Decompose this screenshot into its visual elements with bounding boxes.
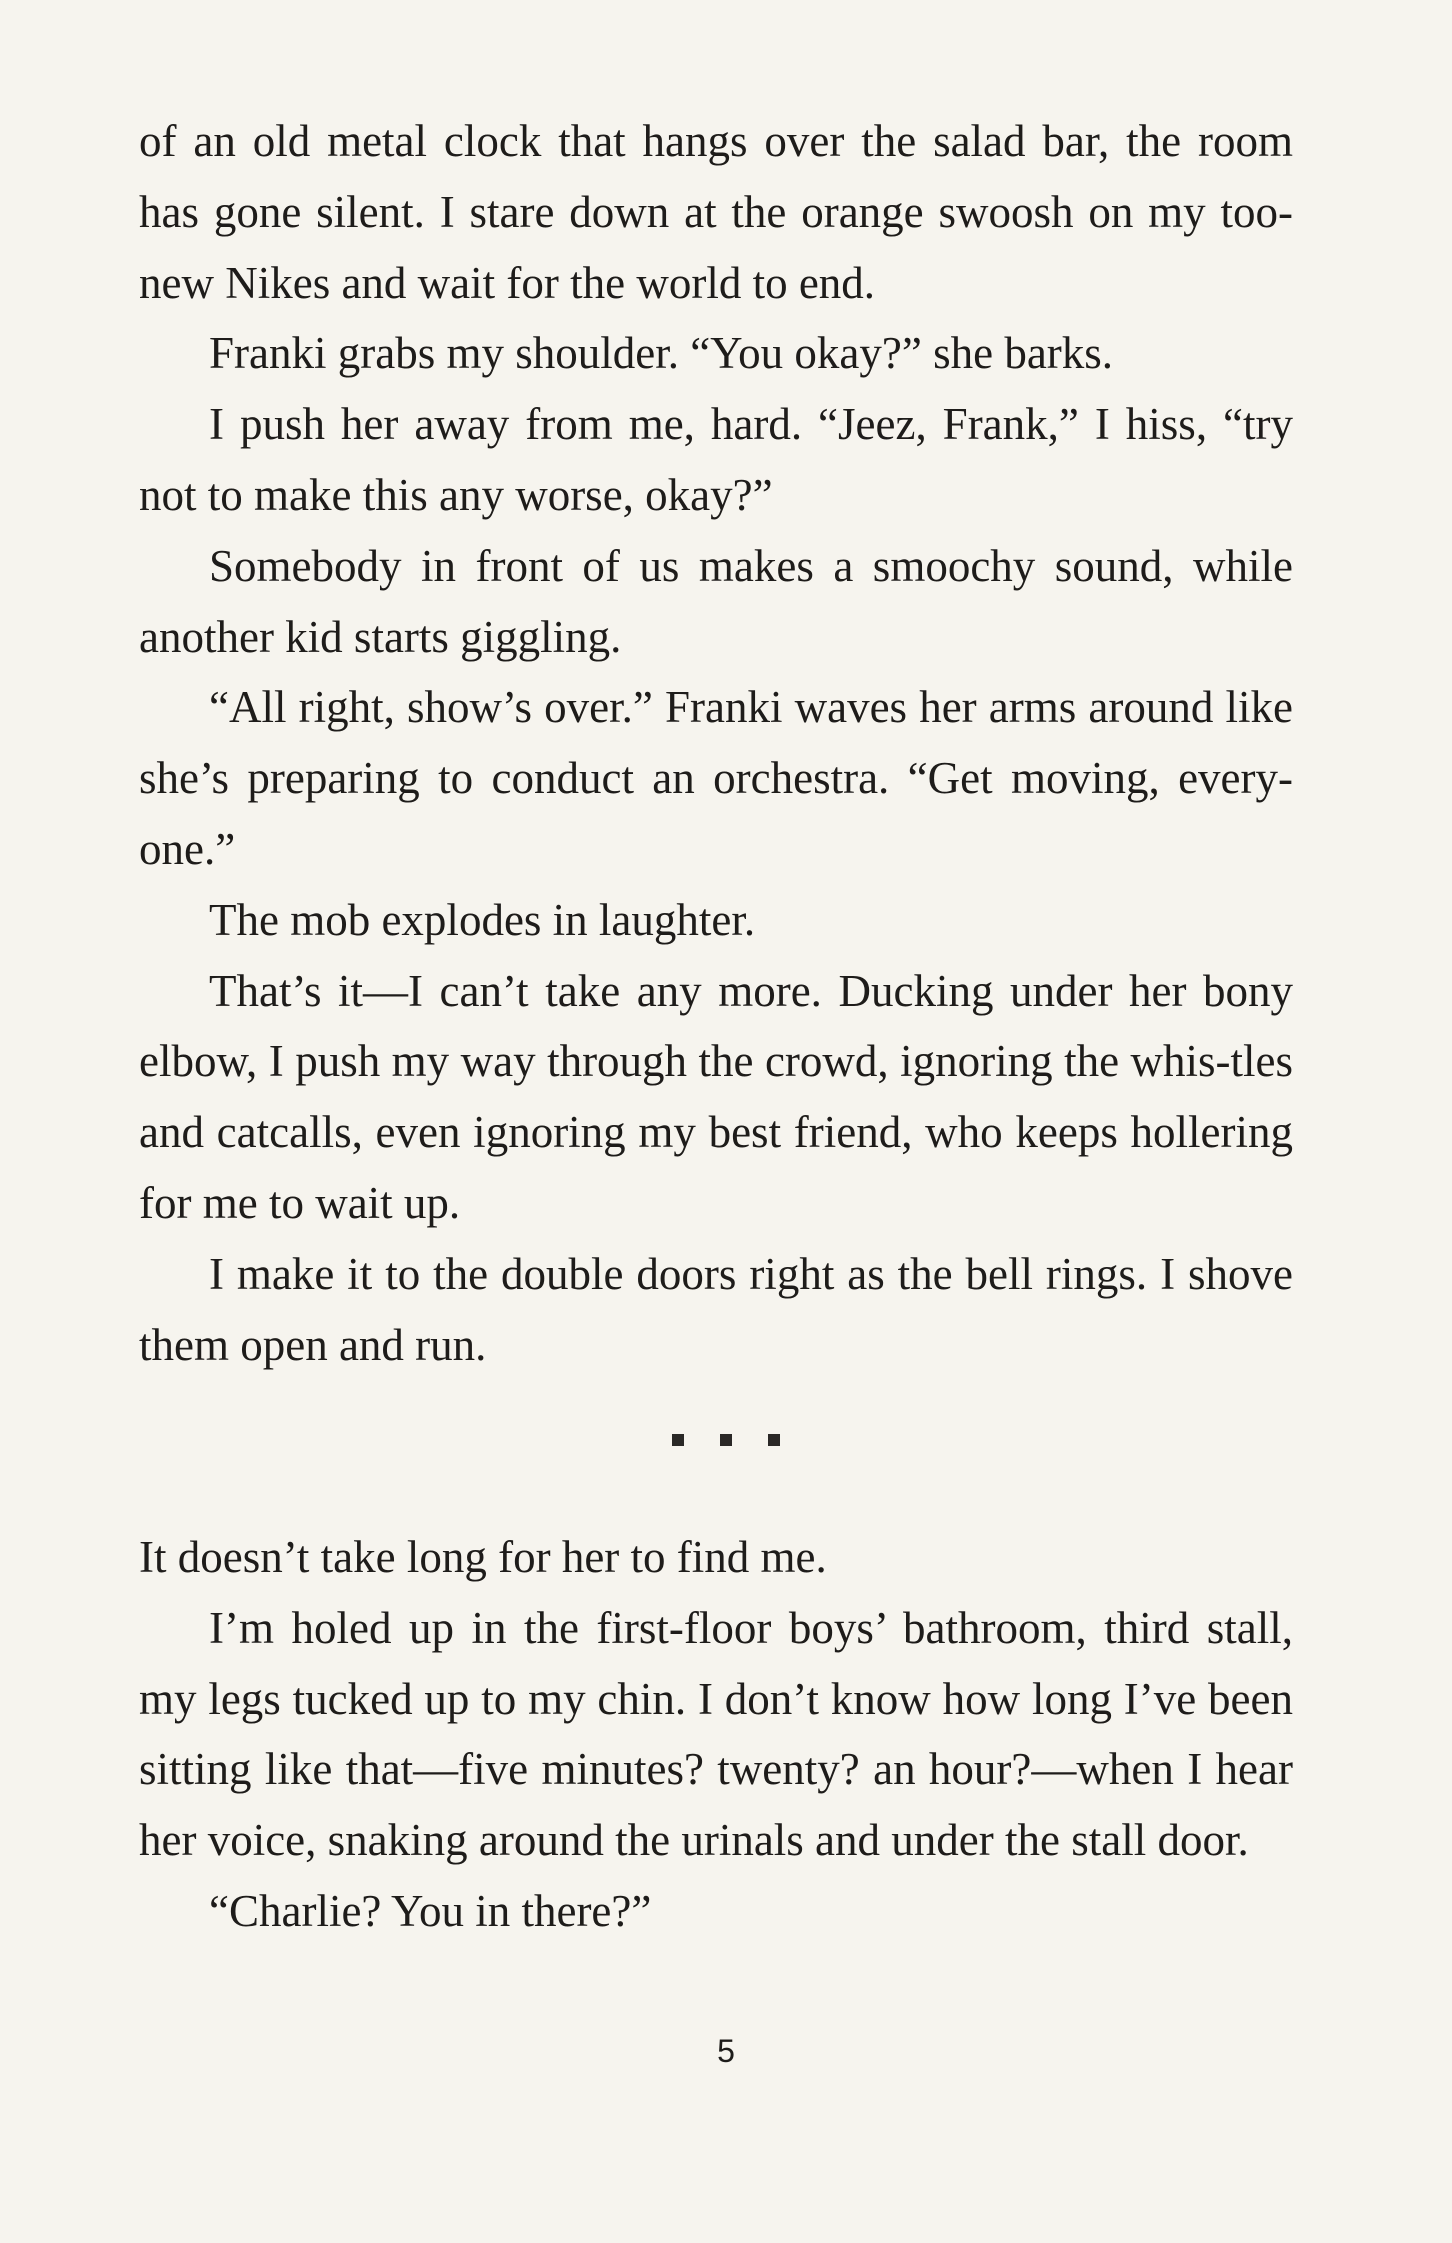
paragraph: of an old metal clock that hangs over the salad bar, the room has gone silent. I stare down at the orange swoosh on my too-new Nikes and wait for the world to end. [139, 116, 1293, 308]
body-text-bottom [139, 1522, 1293, 1947]
paragraph: Franki grabs my shoulder. “You okay?” she barks. [209, 328, 1114, 379]
paragraph: I push her away from me, hard. “Jeez, Frank,” I hiss, “try not to make this any worse, okay?” [139, 399, 1293, 520]
paragraph: It doesn’t take long for her to find me. [139, 1532, 827, 1582]
paragraph: That’s it—I can’t take any more. Ducking under her bony elbow, I push my way through the crowd, ignoring the whis-tles and catcalls, even ignoring my best friend, who keeps hollering for me to wait up. [139, 965, 1293, 1228]
paragraph: I make it to the double doors right as the bell rings. I shove them open and run. [139, 1248, 1293, 1370]
paragraph: Somebody in front of us makes a smoochy sound, while another kid starts giggling. [139, 540, 1293, 662]
page-number: 5 [717, 2033, 735, 2069]
paragraph: “Charlie? You in there?” [209, 1885, 652, 1936]
paragraph: “All right, show’s over.” Franki waves her arms around like she’s preparing to conduct an orchestra. “Get moving, every-one.” [139, 682, 1293, 874]
section-break-square [768, 1434, 780, 1446]
paragraph: I’m holed up in the first-floor boys’ bathroom, third stall, my legs tucked up to my chin. I don’t know how long I’ve been sitting like that—five minutes? twenty? an hour?—when I hear her voice, snaking around the urinals and under the stall door. [139, 1602, 1293, 1866]
paragraph: The mob explodes in laughter. [209, 894, 756, 945]
section-break-square [672, 1434, 684, 1446]
body-text-top [139, 106, 1293, 1380]
section-break-ornament [0, 1434, 1452, 1454]
section-break-square [720, 1434, 732, 1446]
